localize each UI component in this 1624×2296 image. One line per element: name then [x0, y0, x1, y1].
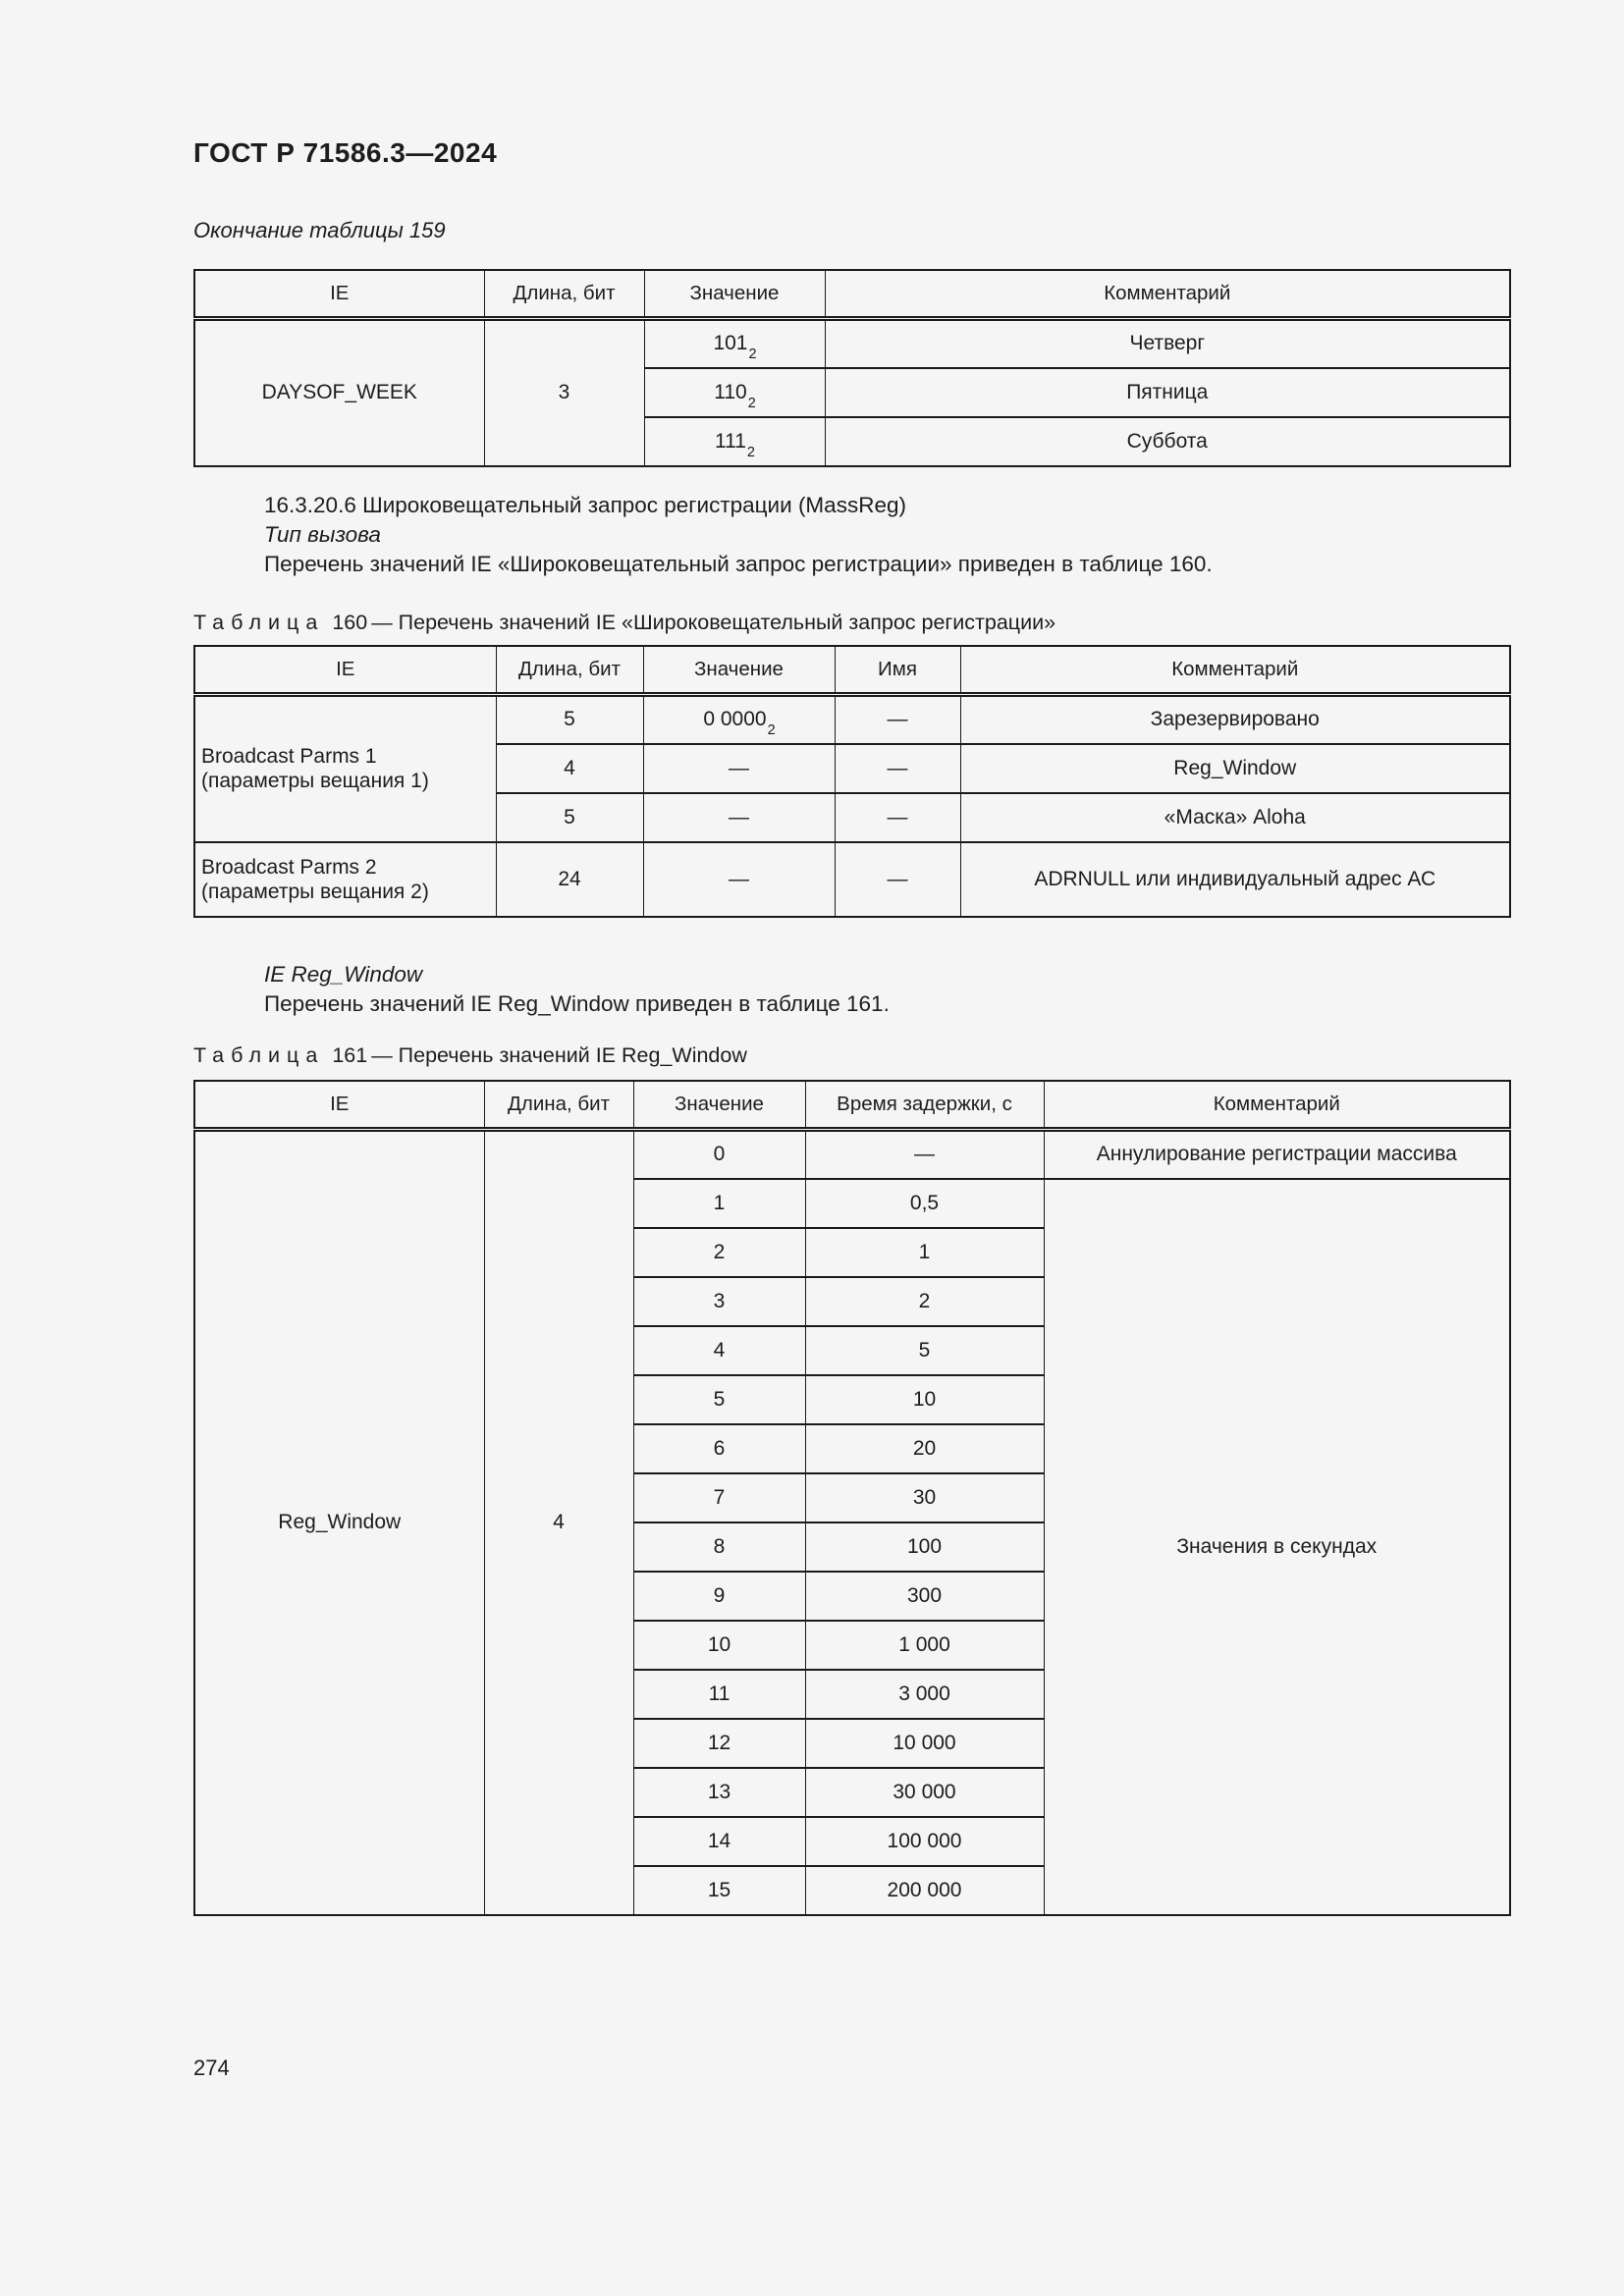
comment-cell: ADRNULL или индивидуальный адрес АС [960, 842, 1510, 917]
delay-cell: 30 [805, 1473, 1044, 1522]
section-text-block [193, 491, 1519, 579]
name-cell: — [835, 744, 960, 793]
value-cell [644, 368, 825, 417]
delay-cell: 300 [805, 1572, 1044, 1621]
comment-cell: «Маска» Aloha [960, 793, 1510, 842]
value-cell: 0 [633, 1130, 805, 1179]
table-159-header-row [194, 270, 1510, 319]
value-cell: 3 [633, 1277, 805, 1326]
ie-cell: DAYSOF_WEEK [194, 319, 484, 466]
delay-cell: 10 [805, 1375, 1044, 1424]
table-159 [193, 269, 1511, 467]
value-cell [643, 695, 835, 744]
ie-cell [194, 842, 496, 917]
table-161 [193, 1080, 1511, 1916]
caption-word: Таблица [193, 1043, 325, 1067]
ie-subheading: IE Reg_Window [264, 962, 423, 987]
value-cell: 15 [633, 1866, 805, 1915]
delay-cell: 1 [805, 1228, 1044, 1277]
column-header-length: Длина, бит [484, 1081, 633, 1130]
binary-value: 111 [715, 429, 746, 453]
caption-number: 161 [332, 1043, 368, 1067]
name-cell: — [835, 842, 960, 917]
comment-cell: Зарезервировано [960, 695, 1510, 744]
table-row [194, 319, 1510, 368]
comment-cell: Аннулирование регистрации массива [1044, 1130, 1510, 1179]
ie-cell: Reg_Window [194, 1130, 484, 1915]
delay-cell: 30 000 [805, 1768, 1044, 1817]
table-161-caption [193, 1043, 747, 1068]
delay-cell: 10 000 [805, 1719, 1044, 1768]
ie-line-1: Broadcast Parms 1 [201, 745, 377, 769]
delay-cell: 3 000 [805, 1670, 1044, 1719]
ie-line-2: (параметры вещания 2) [201, 880, 429, 903]
value-cell: 14 [633, 1817, 805, 1866]
page-number: 274 [193, 2056, 230, 2080]
delay-cell: 5 [805, 1326, 1044, 1375]
length-cell: 24 [496, 842, 643, 917]
column-header-delay: Время задержки, с [805, 1081, 1044, 1130]
length-cell: 5 [496, 695, 643, 744]
value-cell: 9 [633, 1572, 805, 1621]
caption-title: — Перечень значений IE Reg_Window [371, 1043, 747, 1067]
subscript-base: 2 [748, 347, 757, 363]
value-cell: 5 [633, 1375, 805, 1424]
dash-value: — [729, 805, 749, 828]
column-header-length: Длина, бит [496, 646, 643, 695]
delay-cell: 100 000 [805, 1817, 1044, 1866]
ie-cell [194, 695, 496, 842]
delay-cell: 200 000 [805, 1866, 1044, 1915]
column-header-ie: IE [194, 1081, 484, 1130]
section-text-block [193, 960, 1519, 1019]
intro-paragraph: Перечень значений IE «Широковещательный запрос регистрации» приведен в таблице 160. [264, 552, 1213, 576]
value-cell [643, 744, 835, 793]
binary-value: 101 [713, 332, 748, 355]
comment-cell: Пятница [825, 368, 1510, 417]
length-cell: 3 [484, 319, 644, 466]
table-row [194, 695, 1510, 744]
column-header-name: Имя [835, 646, 960, 695]
name-cell: — [835, 695, 960, 744]
value-cell: 10 [633, 1621, 805, 1670]
subscript-base: 2 [747, 395, 756, 411]
value-cell: 12 [633, 1719, 805, 1768]
name-cell: — [835, 793, 960, 842]
table-161-header-row [194, 1081, 1510, 1130]
value-cell [643, 793, 835, 842]
column-header-length: Длина, бит [484, 270, 644, 319]
value-cell: 2 [633, 1228, 805, 1277]
subscript-base: 2 [767, 722, 776, 739]
merged-comment-cell: Значения в секундах [1044, 1179, 1510, 1915]
value-cell: 8 [633, 1522, 805, 1572]
ie-line-1: Broadcast Parms 2 [201, 855, 377, 879]
comment-cell: Reg_Window [960, 744, 1510, 793]
column-header-value: Значение [643, 646, 835, 695]
subscript-base: 2 [746, 444, 755, 460]
column-header-comment: Комментарий [960, 646, 1510, 695]
standard-designation: ГОСТ Р 71586.3—2024 [193, 137, 498, 168]
delay-cell: 0,5 [805, 1179, 1044, 1228]
value-cell: 6 [633, 1424, 805, 1473]
column-header-comment: Комментарий [1044, 1081, 1510, 1130]
table-160-caption [193, 611, 1056, 635]
value-cell: 1 [633, 1179, 805, 1228]
call-type-label: Тип вызова [264, 522, 381, 547]
delay-cell: 20 [805, 1424, 1044, 1473]
value-cell: — [643, 842, 835, 917]
column-header-comment: Комментарий [825, 270, 1510, 319]
comment-cell: Суббота [825, 417, 1510, 466]
binary-value: 110 [714, 380, 747, 403]
value-cell [644, 417, 825, 466]
length-cell: 5 [496, 793, 643, 842]
intro-paragraph: Перечень значений IE Reg_Window приведен в таблице 161. [264, 991, 890, 1016]
table-row [194, 1130, 1510, 1179]
value-cell: 11 [633, 1670, 805, 1719]
table-160-header-row [194, 646, 1510, 695]
column-header-ie: IE [194, 646, 496, 695]
column-header-value: Значение [633, 1081, 805, 1130]
table-159-continuation-note: Окончание таблицы 159 [193, 218, 446, 242]
table-row [194, 842, 1510, 917]
length-cell: 4 [496, 744, 643, 793]
value-cell: 7 [633, 1473, 805, 1522]
delay-cell: — [805, 1130, 1044, 1179]
value-cell: 13 [633, 1768, 805, 1817]
caption-title: — Перечень значений IE «Широковещательный запрос регистрации» [371, 611, 1056, 634]
column-header-ie: IE [194, 270, 484, 319]
value-cell [644, 319, 825, 368]
delay-cell: 100 [805, 1522, 1044, 1572]
ie-line-2: (параметры вещания 1) [201, 770, 429, 793]
delay-cell: 1 000 [805, 1621, 1044, 1670]
caption-word: Таблица [193, 611, 325, 634]
binary-value: 0 0000 [703, 708, 767, 731]
caption-number: 160 [332, 611, 368, 634]
table-160 [193, 645, 1511, 918]
clause-heading: 16.3.20.6 Широковещательный запрос регистрации (MassReg) [264, 493, 906, 517]
delay-cell: 2 [805, 1277, 1044, 1326]
length-cell: 4 [484, 1130, 633, 1915]
comment-cell: Четверг [825, 319, 1510, 368]
dash-value: — [729, 756, 749, 779]
value-cell: 4 [633, 1326, 805, 1375]
column-header-value: Значение [644, 270, 825, 319]
